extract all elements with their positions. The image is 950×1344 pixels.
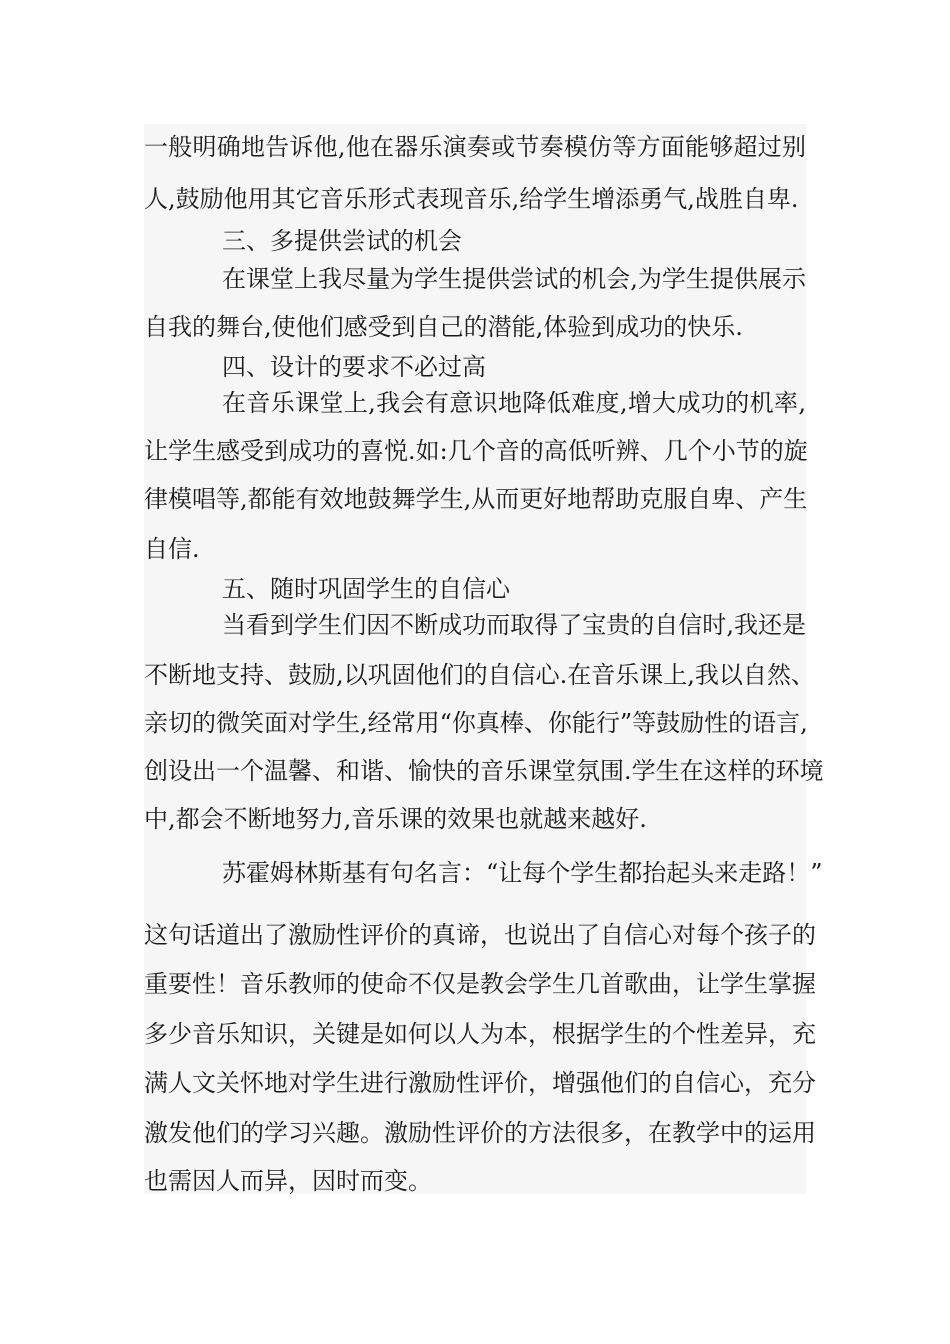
text-block (144, 124, 824, 1195)
quote-line: 苏霍姆林斯基有句名言：“让每个学生都抬起头来走路！” (222, 859, 823, 887)
paragraph-line: 也需因人而异，因时而变。 (144, 1167, 432, 1195)
paragraph-line: 在音乐课堂上,我会有意识地降低难度,增大成功的机率, (222, 389, 806, 417)
paragraph-line: 重要性！音乐教师的使命不仅是教会学生几首歌曲，让学生掌握 (144, 970, 816, 998)
paragraph-line: 满人文关怀地对学生进行激励性评价，增强他们的自信心，充分 (144, 1069, 816, 1097)
paragraph-line: 中,都会不断地努力,音乐课的效果也就越来越好. (144, 805, 647, 833)
paragraph-line: 这句话道出了激励性评价的真谛，也说出了自信心对每个孩子的 (144, 921, 816, 949)
paragraph-line: 在课堂上我尽量为学生提供尝试的机会,为学生提供展示 (222, 265, 806, 293)
paragraph-line: 亲切的微笑面对学生,经常用“你真棒、你能行”等鼓励性的语言, (144, 709, 808, 737)
paragraph-line: 不断地支持、鼓励,以巩固他们的自信心.在音乐课上,我以自然、 (144, 661, 815, 689)
paragraph-line: 人,鼓励他用其它音乐形式表现音乐,给学生增添勇气,战胜自卑. (144, 185, 799, 213)
paragraph-line: 让学生感受到成功的喜悦.如:几个音的高低听辨、几个小节的旋 (144, 437, 808, 465)
section-heading: 五、随时巩固学生的自信心 (222, 575, 510, 603)
paragraph-line: 创设出一个温馨、和谐、愉快的音乐课堂氛围.学生在这样的环境 (144, 757, 824, 785)
paragraph-line: 自信. (144, 535, 200, 563)
paragraph-line: 自我的舞台,使他们感受到自己的潜能,体验到成功的快乐. (144, 313, 743, 341)
paragraph-line: 一般明确地告诉他,他在器乐演奏或节奏模仿等方面能够超过别 (144, 133, 806, 161)
paragraph-line: 当看到学生们因不断成功而取得了宝贵的自信时,我还是 (222, 611, 806, 639)
paragraph-line: 律模唱等,都能有效地鼓舞学生,从而更好地帮助克服自卑、产生 (144, 485, 808, 513)
section-heading: 三、多提供尝试的机会 (222, 227, 462, 255)
paragraph-line: 多少音乐知识，关键是如何以人为本，根据学生的个性差异，充 (144, 1020, 816, 1048)
section-heading: 四、设计的要求不必过高 (222, 353, 486, 381)
paragraph-line: 激发他们的学习兴趣。激励性评价的方法很多，在教学中的运用 (144, 1119, 816, 1147)
